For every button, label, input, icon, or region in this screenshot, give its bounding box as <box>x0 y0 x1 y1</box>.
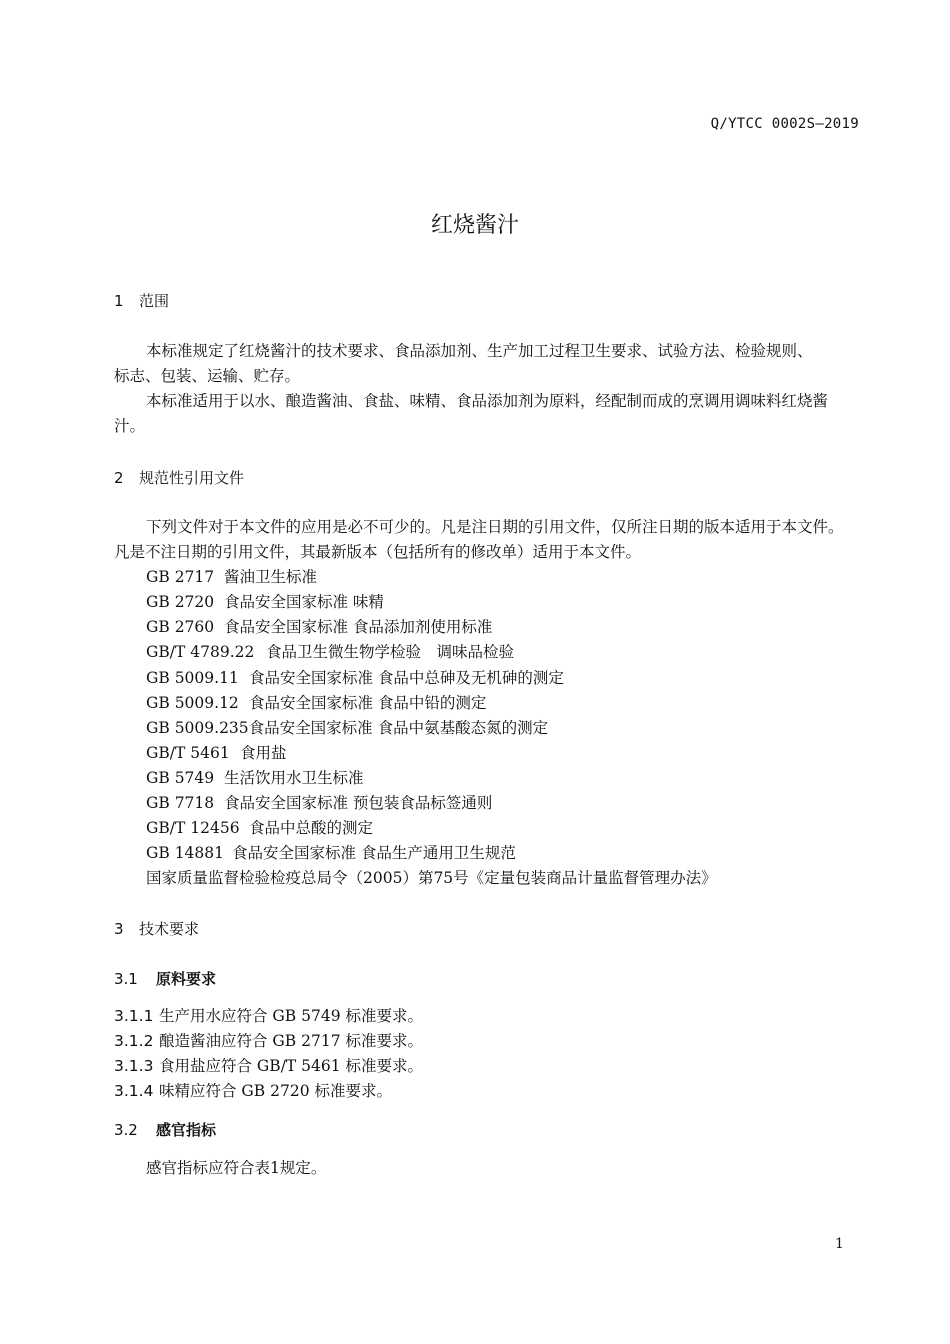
reference-decree: 国家质量监督检验检疫总局令（2005）第75号《定量包装商品计量监督管理办法》 <box>146 869 717 887</box>
reference-item <box>146 716 548 738</box>
reference-title: 食品中总酸的测定 <box>249 819 374 837</box>
reference-title: 食品卫生微生物学检验 调味品检验 <box>266 643 515 661</box>
section-title: 技术要求 <box>139 920 200 938</box>
reference-item <box>146 841 516 863</box>
reference-item <box>146 666 564 688</box>
reference-title: 食用盐 <box>240 744 287 762</box>
subsection-number: 3.1 <box>114 970 138 988</box>
requirement-item <box>114 1029 423 1051</box>
reference-code: GB 5009.12 <box>146 694 239 712</box>
item-text: 酿造酱油应符合 GB 2717 标准要求。 <box>159 1032 424 1050</box>
item-text: 味精应符合 GB 2720 标准要求。 <box>159 1082 393 1100</box>
refs-intro-line1: 下列文件对于本文件的应用是必不可少的。凡是注日期的引用文件，仅所注日期的版本适用于本文件。 <box>146 518 844 536</box>
reference-code: GB 5749 <box>146 769 215 787</box>
page-number: 1 <box>835 1236 844 1252</box>
reference-item <box>146 741 287 763</box>
requirement-item <box>114 1054 423 1076</box>
item-number: 3.1.4 <box>114 1082 154 1100</box>
reference-item <box>146 565 317 587</box>
refs-intro-line2: 凡是不注日期的引用文件，其最新版本（包括所有的修改单）适用于本文件。 <box>114 543 642 561</box>
section-2-heading <box>114 467 244 488</box>
section-1-heading <box>114 290 169 311</box>
reference-code: GB/T 12456 <box>146 819 240 837</box>
item-number: 3.1.2 <box>114 1032 154 1050</box>
reference-title: 酱油卫生标准 <box>224 568 318 586</box>
reference-item <box>146 615 492 637</box>
requirement-item <box>114 1079 392 1101</box>
reference-title: 生活饮用水卫生标准 <box>224 769 364 787</box>
section-title: 规范性引用文件 <box>139 469 245 487</box>
reference-title: 食品安全国家标准 食品中总砷及无机砷的测定 <box>249 669 564 687</box>
section-number: 3 <box>114 920 124 938</box>
scope-para2-line2: 汁。 <box>114 417 146 435</box>
subsection-title: 原料要求 <box>156 970 217 988</box>
reference-code: GB 2717 <box>146 568 215 586</box>
subsection-3-1-heading <box>114 968 216 989</box>
item-text: 生产用水应符合 GB 5749 标准要求。 <box>159 1007 424 1025</box>
reference-code: GB 14881 <box>146 844 225 862</box>
reference-item <box>146 590 384 612</box>
section-3-heading <box>114 918 199 939</box>
document-code: Q/YTCC 0002S—2019 <box>710 116 859 132</box>
reference-title: 食品安全国家标准 食品添加剂使用标准 <box>224 618 493 636</box>
reference-code: GB 5009.11 <box>146 669 239 687</box>
reference-item <box>146 640 514 662</box>
reference-item <box>146 691 486 713</box>
reference-code: GB 7718 <box>146 794 215 812</box>
reference-title: 食品安全国家标准 食品中铅的测定 <box>249 694 487 712</box>
requirement-item <box>114 1004 423 1026</box>
sensory-text: 感官指标应符合表1规定。 <box>146 1159 327 1177</box>
reference-title: 食品安全国家标准 食品中氨基酸态氮的测定 <box>248 719 549 737</box>
section-number: 1 <box>114 292 124 310</box>
scope-para1-line2: 标志、包装、运输、贮存。 <box>114 367 301 385</box>
document-title: 红烧酱汁 <box>430 213 519 238</box>
subsection-3-2-heading <box>114 1119 216 1140</box>
scope-para2-line1: 本标准适用于以水、酿造酱油、食盐、味精、食品添加剂为原料，经配制而成的烹调用调味料红烧酱 <box>146 392 829 410</box>
item-number: 3.1.1 <box>114 1007 154 1025</box>
reference-title: 食品安全国家标准 食品生产通用卫生规范 <box>232 844 516 862</box>
reference-code: GB 2760 <box>146 618 215 636</box>
reference-title: 食品安全国家标准 预包装食品标签通则 <box>224 794 493 812</box>
reference-item <box>146 766 364 788</box>
reference-item <box>146 816 373 838</box>
item-text: 食用盐应符合 GB/T 5461 标准要求。 <box>159 1057 424 1075</box>
scope-para1-line1: 本标准规定了红烧酱汁的技术要求、食品添加剂、生产加工过程卫生要求、试验方法、检验规则、 <box>146 342 813 360</box>
reference-code: GB 2720 <box>146 593 215 611</box>
section-title: 范围 <box>139 292 170 310</box>
subsection-number: 3.2 <box>114 1121 138 1139</box>
reference-item <box>146 791 492 813</box>
reference-title: 食品安全国家标准 味精 <box>224 593 384 611</box>
item-number: 3.1.3 <box>114 1057 154 1075</box>
reference-code: GB/T 4789.22 <box>146 643 255 661</box>
reference-code: GB 5009.235 <box>146 719 249 737</box>
subsection-title: 感官指标 <box>156 1121 217 1139</box>
section-number: 2 <box>114 469 124 487</box>
reference-code: GB/T 5461 <box>146 744 230 762</box>
